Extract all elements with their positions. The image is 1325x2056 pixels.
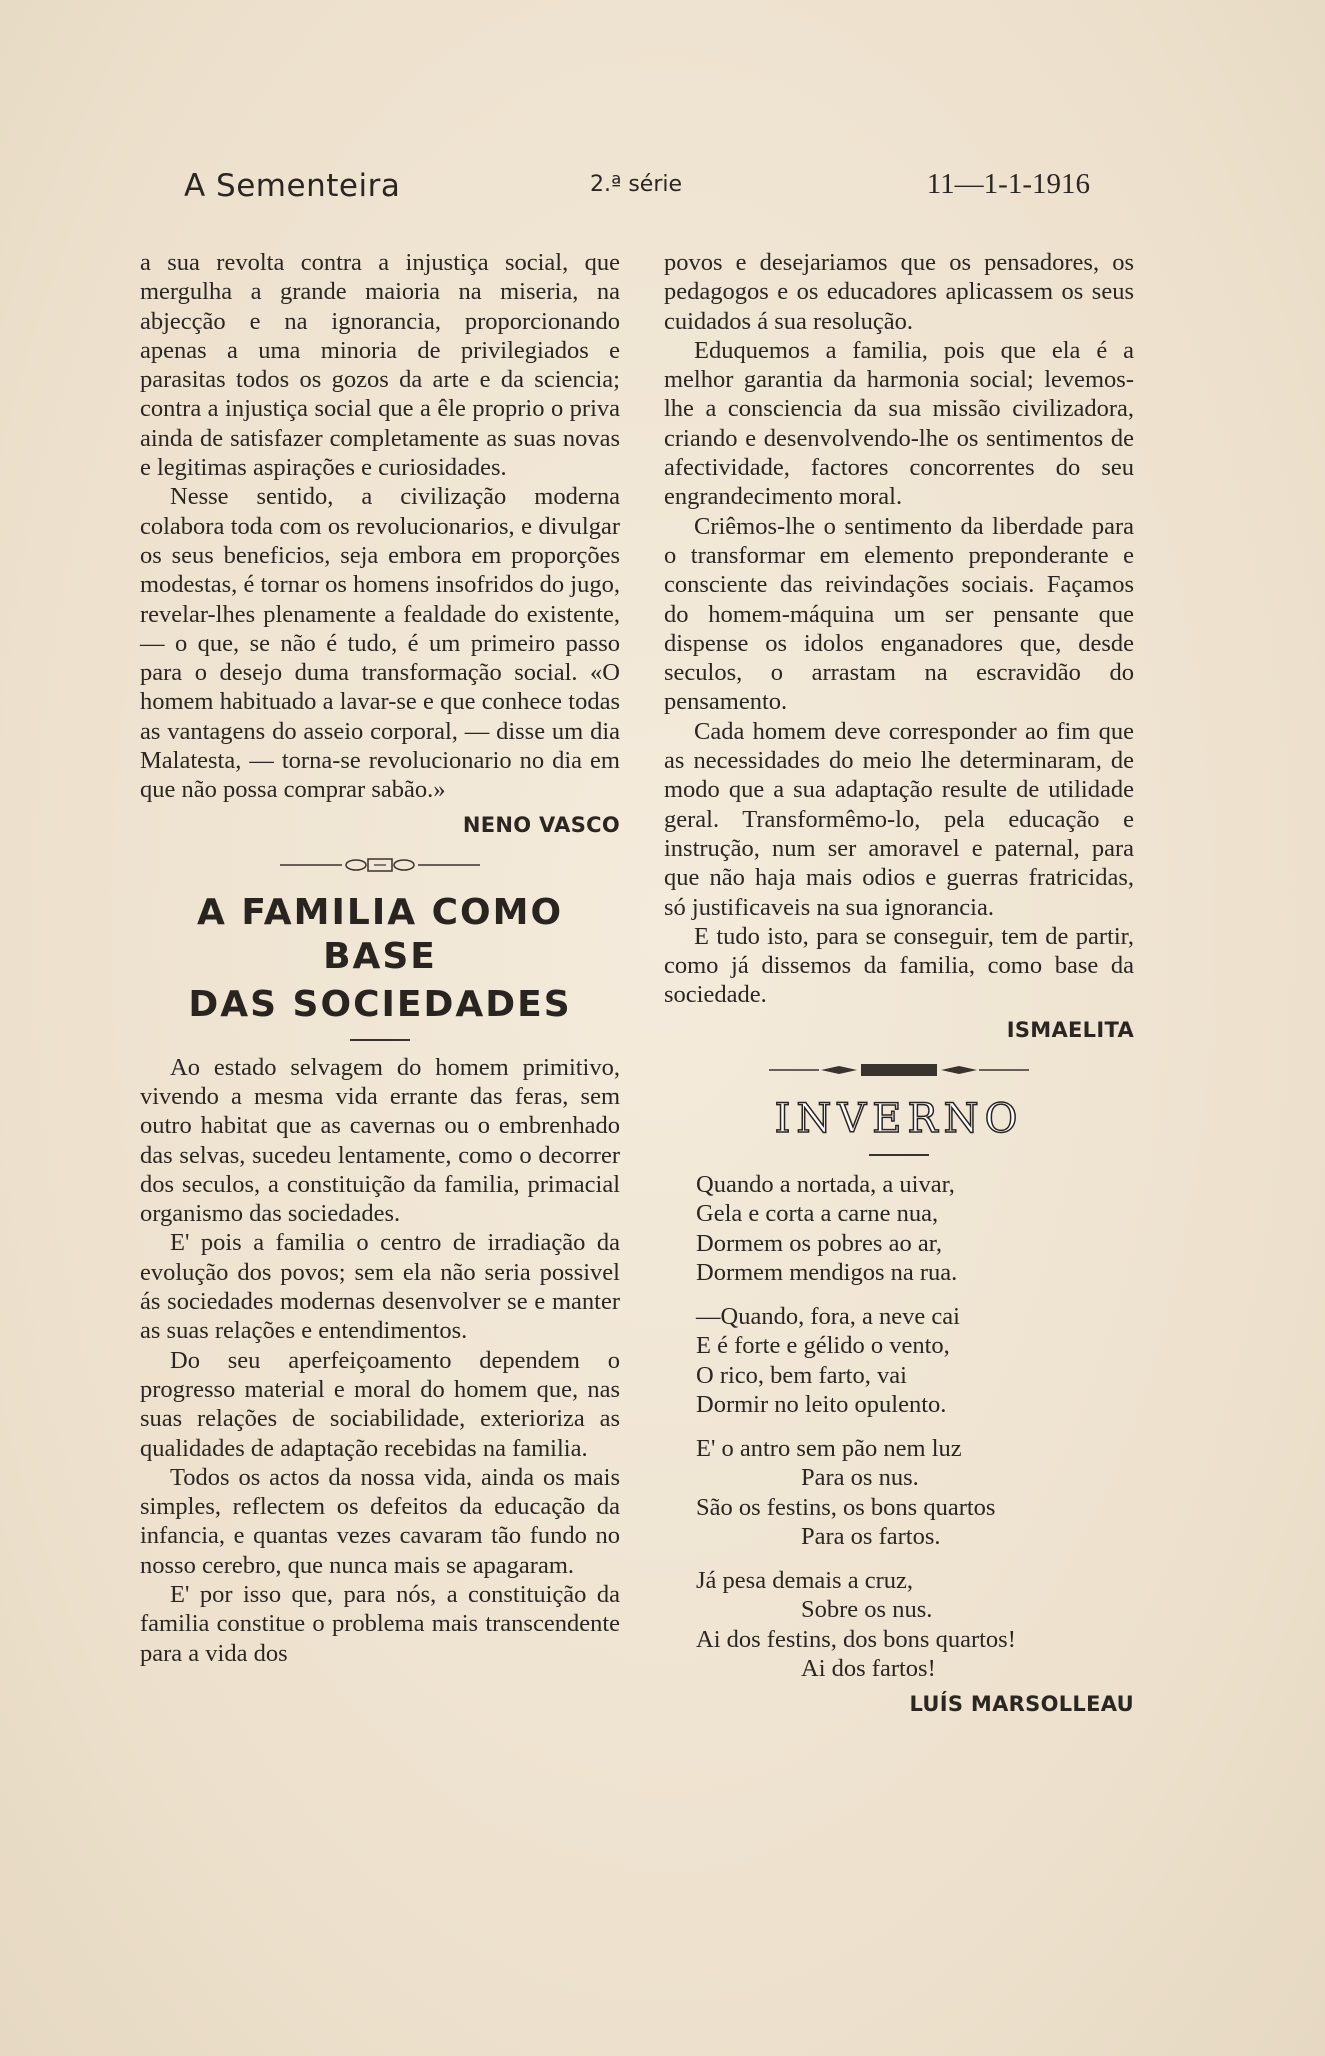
right-column xyxy=(664,248,1134,1716)
ornament-divider xyxy=(140,855,620,875)
title-rule xyxy=(869,1154,929,1156)
title-rule xyxy=(350,1039,410,1041)
poem-verse: —Quando, fora, a neve cai xyxy=(696,1302,960,1330)
issue-date: 11—1-1-1916 xyxy=(926,168,1090,200)
poem-verse: E é forte e gélido o vento, xyxy=(696,1332,950,1360)
article-paragraph: Eduquemos a familia, pois que ela é a melhor garantia da harmonia social; levemos-lhe a consciencia da sua missão civilizadora, criando e desenvolvendo-lhe os sentimentos de afectividade, factores concorrentes do seu engrandecimento moral. xyxy=(664,336,1134,511)
article-paragraph: E' pois a familia o centro de irradiação da evolução dos povos; sem ela não seria possivel ás sociedades modernas desenvolver se e manter as suas relações e entendimentos. xyxy=(140,1229,620,1345)
article-title-line-2: DAS SOCIEDADES xyxy=(188,983,572,1025)
article-signature: NENO VASCO xyxy=(462,812,620,837)
article-paragraph: a sua revolta contra a injustiça social, que mergulha a grande maioria na miseria, na abjecção e na ignorancia, proporcionando apenas a uma minoria de privilegiados e parasitas todos os gozos da arte e da sciencia; contra a injustiça social que a êle proprio o priva ainda de satisfazer completamente as suas novas e legitimas aspirações e curiosidades. xyxy=(140,249,620,482)
poem-verse: Gela e corta a carne nua, xyxy=(696,1200,939,1228)
poem-verse: Ai dos festins, dos bons quartos! xyxy=(696,1625,1016,1653)
article-paragraph: povos e desejariamos que os pensadores, os pedagogos e os educadores aplicassem os seus cuidados á sua resolução. xyxy=(664,249,1134,335)
ornament-divider xyxy=(664,1060,1134,1080)
series-label: 2.ª série xyxy=(590,172,683,197)
poem-verse: Dormir no leito opulento. xyxy=(696,1391,947,1419)
poem-verse: Para os nus. xyxy=(801,1464,919,1492)
article-paragraph: E tudo isto, para se conseguir, tem de partir, como já dissemos da familia, como base da sociedade. xyxy=(664,922,1134,1009)
poem-verse: São os festins, os bons quartos xyxy=(696,1493,996,1521)
poem-signature: LUÍS MARSOLLEAU xyxy=(909,1691,1134,1716)
ornament-icon xyxy=(769,1061,1029,1079)
article-signature: ISMAELITA xyxy=(1006,1017,1134,1042)
left-column xyxy=(140,248,620,1668)
poem-verse: Para os fartos. xyxy=(801,1523,941,1551)
poem-verse: Dormem mendigos na rua. xyxy=(696,1259,958,1287)
poem-stanza xyxy=(696,1170,1134,1288)
article-title-line-1: A FAMILIA COMO BASE xyxy=(196,891,564,977)
poem-stanza xyxy=(696,1302,1134,1420)
article-paragraph: Nesse sentido, a civilização moderna colabora toda com os revolucionarios, e divulgar os seus beneficios, seja embora em proporções modestas, é tornar os homens insofridos do jugo, revelar-lhes plenamente a fealdade do existente, — o que, se não é tudo, é um primeiro passo para o desejo duma transformação social. «O homem habituado a lavar-se e que conhece todas as vantagens do asseio corporal, — disse um dia Malatesta, — torna-se revolucionario no dia em que não possa comprar sabão.» xyxy=(140,483,620,804)
article-paragraph: Do seu aperfeiçoamento dependem o progresso material e moral do homem que, nas suas relações de sociabilidade, exterioriza as qualidades de adaptação recebidas na familia. xyxy=(140,1346,620,1462)
newspaper-title: A Sementeira xyxy=(184,168,401,204)
poem-verse: O rico, bem farto, vai xyxy=(696,1361,907,1389)
poem-verse: Quando a nortada, a uivar, xyxy=(696,1170,955,1198)
poem-stanza xyxy=(696,1566,1134,1684)
page-header xyxy=(184,168,1090,208)
article-paragraph: Ao estado selvagem do homem primitivo, vivendo a mesma vida errante das feras, sem outro habitat que as cavernas ou o embrenhado das selvas, sucedeu lentamente, como o decorrer dos seculos, a constituição da familia, primacial organismo das sociedades. xyxy=(140,1053,620,1228)
article-paragraph: E' por isso que, para nós, a constituição da familia constitue o problema mais transcendente para a vida dos xyxy=(140,1580,620,1667)
poem-verse: Já pesa demais a cruz, xyxy=(696,1566,913,1594)
poem-verse: Ai dos fartos! xyxy=(801,1655,936,1683)
article-paragraph: Todos os actos da nossa vida, ainda os mais simples, reflectem os defeitos da educação da infancia, e quantas vezes cavaram tão fundo no nosso cerebro, que nunca mais se apagaram. xyxy=(140,1463,620,1579)
poem-stanza xyxy=(696,1434,1134,1552)
article-paragraph: Cada homem deve corresponder ao fim que as necessidades do meio lhe determinaram, de modo que a sua adaptação resulte de utilidade geral. Transformêmo-lo, pela educação e instrução, num ser amoravel e paternal, para que não haja mais odios e guerras fratricidas, só justificaveis na sua ignorancia. xyxy=(664,717,1134,921)
article-paragraph: Criêmos-lhe o sentimento da liberdade para o transformar em elemento preponderante e consciente das reivindações sociais. Façamos do homem-máquina um ser pensante que dispense os idolos enganadores que, desde seculos, o arrastam na escravidão do pensamento. xyxy=(664,512,1134,716)
poem-verse: E' o antro sem pão nem luz xyxy=(696,1434,962,1462)
poem-verse: Sobre os nus. xyxy=(801,1596,933,1624)
poem-verse: Dormem os pobres ao ar, xyxy=(696,1229,942,1257)
ornament-icon xyxy=(280,856,480,874)
poem-title: INVERNO xyxy=(774,1095,1024,1142)
